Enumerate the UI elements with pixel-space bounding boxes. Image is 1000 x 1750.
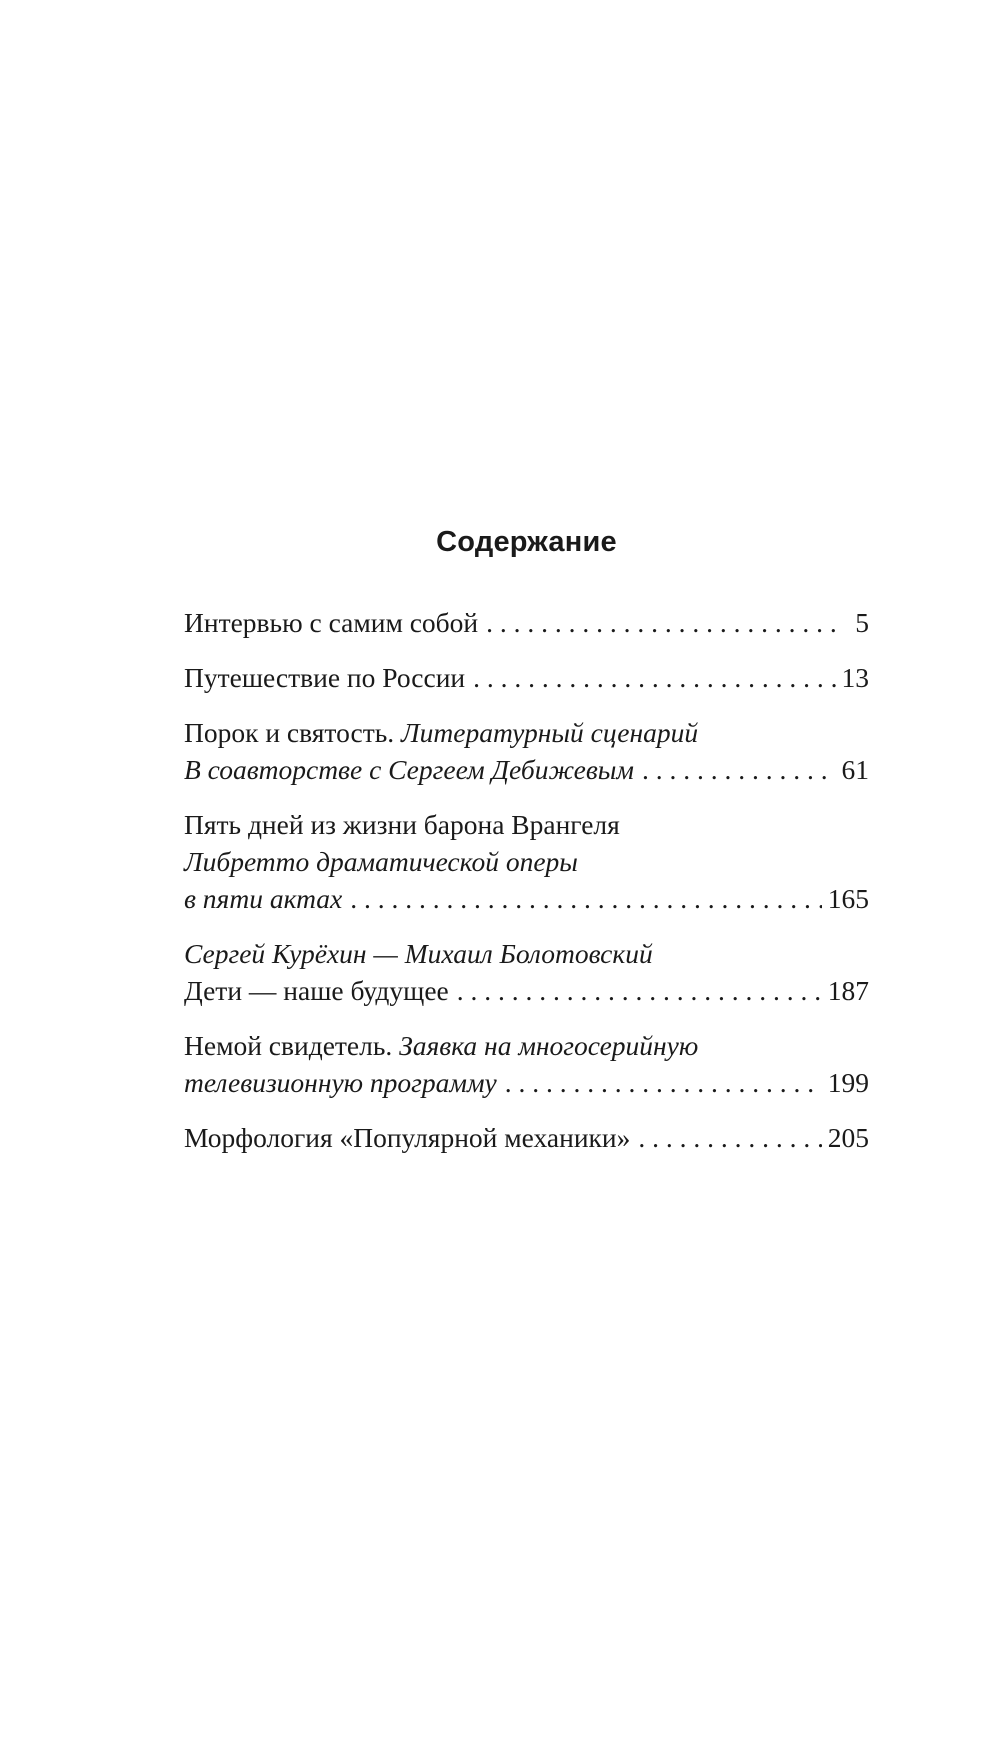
toc-entry-text xyxy=(184,880,342,917)
toc-entry-text xyxy=(184,938,653,969)
toc-subtitle-italic: в пяти актах xyxy=(184,883,343,914)
toc-subtitle-italic: Либретто драматической оперы xyxy=(184,846,578,877)
dot-leader xyxy=(505,1064,822,1101)
toc-entry-line xyxy=(184,843,869,880)
toc-entry-text xyxy=(184,809,620,840)
toc-entry xyxy=(184,604,869,641)
toc-entry-line-with-page xyxy=(184,604,869,641)
toc-subtitle-italic: Заявка на многосерийную xyxy=(399,1030,699,1061)
page-number: 199 xyxy=(827,1067,869,1098)
toc-entry-text xyxy=(184,717,698,748)
toc-entry xyxy=(184,1027,869,1101)
toc-entry-text xyxy=(184,1119,630,1156)
toc-entry-text xyxy=(184,604,478,641)
toc-entry-line xyxy=(184,935,869,972)
toc-entry-text xyxy=(184,751,634,788)
toc-entry-line-with-page xyxy=(184,1119,869,1156)
toc-title-text: Морфология «Популярной механики» xyxy=(184,1122,631,1153)
toc-entry-line xyxy=(184,1027,869,1064)
toc-entries xyxy=(184,604,869,1156)
page-number: 5 xyxy=(855,607,869,638)
toc-entry-text xyxy=(184,972,449,1009)
toc-entry xyxy=(184,935,869,1009)
dot-leader xyxy=(473,659,835,696)
toc-entry-line-with-page xyxy=(184,972,869,1009)
toc-entry-text xyxy=(184,846,578,877)
toc-subtitle-italic: Сергей Курёхин — Михаил Болотовский xyxy=(184,938,653,969)
dot-leader xyxy=(642,751,836,788)
toc-subtitle-italic: телевизионную программу xyxy=(184,1067,497,1098)
toc-entry-text xyxy=(184,1064,497,1101)
page-title: Содержание xyxy=(436,526,617,558)
toc-title-text: Дети — наше будущее xyxy=(184,975,449,1006)
toc-entry xyxy=(184,659,869,696)
toc-entry xyxy=(184,806,869,917)
page-number: 187 xyxy=(827,975,869,1006)
toc-title-text: Немой свидетель. xyxy=(184,1030,400,1061)
dot-leader xyxy=(350,880,822,917)
toc-subtitle-italic: Литературный сценарий xyxy=(401,717,699,748)
dot-leader xyxy=(457,972,822,1009)
toc-title-text: Пять дней из жизни барона Врангеля xyxy=(184,809,620,840)
toc-entry-line xyxy=(184,806,869,843)
table-of-contents xyxy=(184,522,869,1174)
toc-title-text: Путешествие по России xyxy=(184,662,466,693)
page-number: 13 xyxy=(841,662,869,693)
toc-entry xyxy=(184,714,869,788)
toc-entry-line-with-page xyxy=(184,659,869,696)
toc-entry-line-with-page xyxy=(184,1064,869,1101)
dot-leader xyxy=(638,1119,821,1156)
toc-entry-line-with-page xyxy=(184,880,869,917)
page-number: 205 xyxy=(827,1122,869,1153)
page-number: 165 xyxy=(827,883,869,914)
toc-title-text: Интервью с самим собой xyxy=(184,607,479,638)
dot-leader xyxy=(486,604,839,641)
toc-title-text: Порок и святость. xyxy=(184,717,402,748)
toc-entry-line-with-page xyxy=(184,751,869,788)
toc-entry-text xyxy=(184,1030,698,1061)
toc-entry-text xyxy=(184,659,465,696)
page-number: 61 xyxy=(841,754,869,785)
toc-entry xyxy=(184,1119,869,1156)
toc-subtitle-italic: В соавторстве с Сергеем Дебижевым xyxy=(184,754,634,785)
toc-entry-line xyxy=(184,714,869,751)
